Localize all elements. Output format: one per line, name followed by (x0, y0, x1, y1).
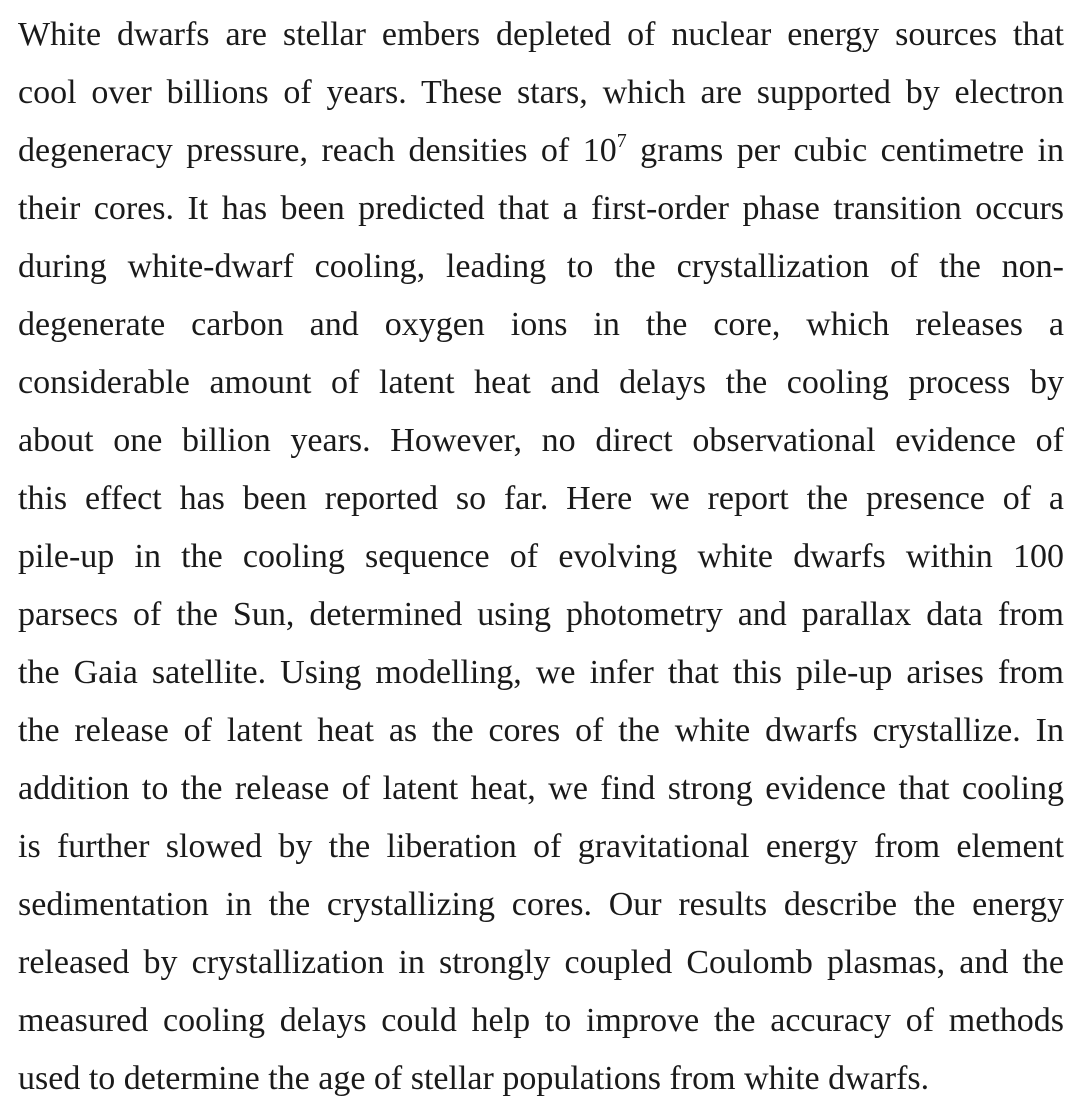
abstract-line-9: this effect has been reported so far. Here we report the presence of a (18, 480, 1064, 517)
abstract-line-8: about one billion years. However, no direct observational evidence of (18, 422, 1064, 459)
abstract-line-3-after: grams per cubic centimetre in (626, 132, 1064, 169)
abstract-line-12: the Gaia satellite. Using modelling, we infer that this pile-up arises from (18, 654, 1064, 691)
abstract-line-15: is further slowed by the liberation of gravitational energy from element (18, 828, 1064, 865)
abstract-line-3 (18, 122, 1064, 180)
abstract-line-11: parsecs of the Sun, determined using photometry and parallax data from (18, 596, 1064, 633)
abstract-line-1: White dwarfs are stellar embers depleted of nuclear energy sources that (18, 16, 1064, 53)
abstract-line-5: during white-dwarf cooling, leading to the crystallization of the non- (18, 248, 1064, 285)
abstract-line-6: degenerate carbon and oxygen ions in the core, which releases a (18, 306, 1064, 343)
abstract-line-18: measured cooling delays could help to improve the accuracy of methods (18, 1002, 1064, 1039)
abstract-line-3-before: degeneracy pressure, reach densities of 10 (18, 132, 617, 169)
abstract-line-19: used to determine the age of stellar populations from white dwarfs. (18, 1060, 930, 1097)
density-exponent: 7 (616, 130, 627, 152)
abstract-line-4: their cores. It has been predicted that a first-order phase transition occurs (18, 190, 1064, 227)
abstract-line-10: pile-up in the cooling sequence of evolving white dwarfs within 100 (18, 538, 1064, 575)
abstract-line-2: cool over billions of years. These stars, which are supported by electron (18, 74, 1064, 111)
abstract-line-17: released by crystallization in strongly coupled Coulomb plasmas, and the (18, 944, 1064, 981)
abstract-line-7: considerable amount of latent heat and delays the cooling process by (18, 364, 1064, 401)
abstract-line-14: addition to the release of latent heat, we find strong evidence that cooling (18, 770, 1064, 807)
abstract-line-13: the release of latent heat as the cores of the white dwarfs crystallize. In (18, 712, 1064, 749)
abstract-text-block (18, 6, 1064, 1108)
abstract-line-16: sedimentation in the crystallizing cores. Our results describe the energy (18, 886, 1064, 923)
